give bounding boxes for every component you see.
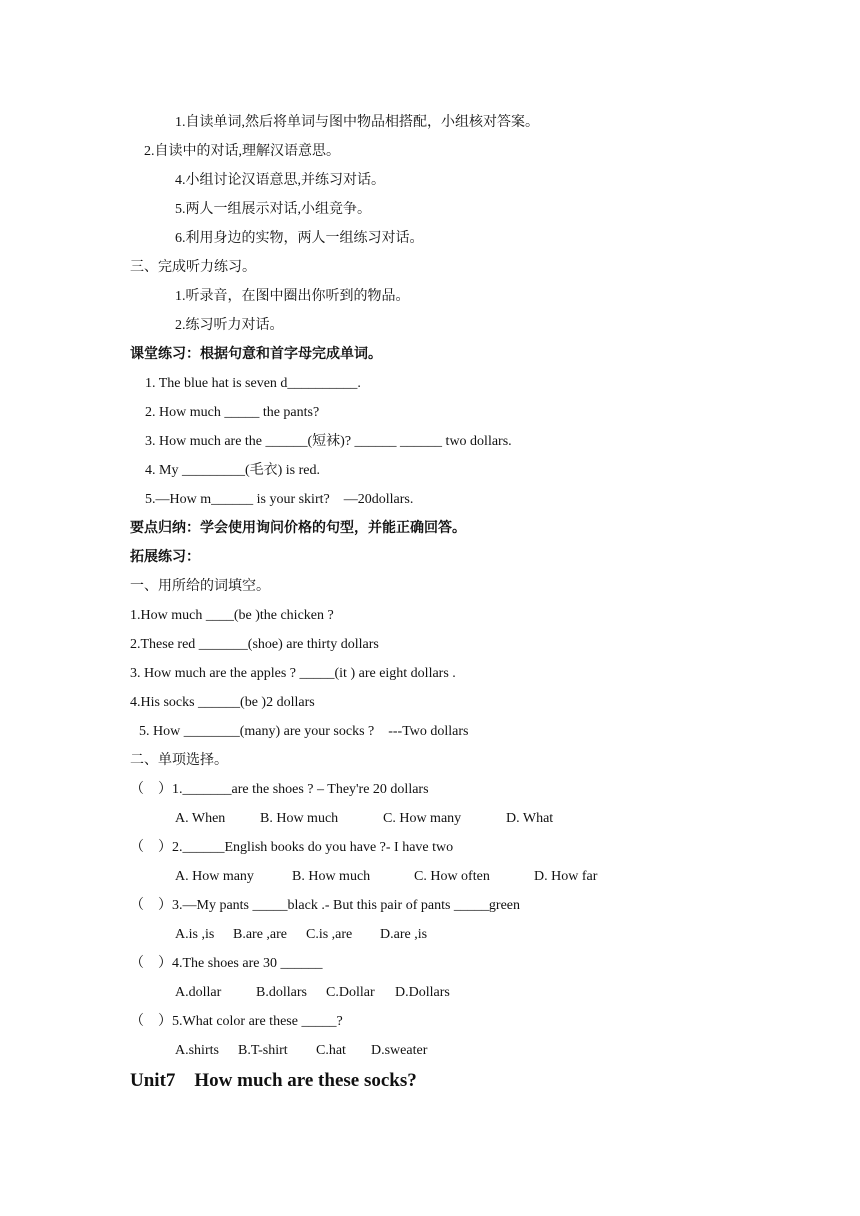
mc-options-1 — [0, 810, 860, 828]
option-b: B.are ,are — [233, 927, 288, 942]
option-b: B. How much — [260, 811, 339, 826]
answer-bracket: （ ） — [130, 840, 172, 855]
option-c: C. How many — [383, 811, 462, 826]
mc-options-3 — [0, 926, 860, 944]
key-points: 要点归纳：学会使用询问价格的句型，并能正确回答。 — [130, 521, 466, 536]
answer-bracket: （ ） — [130, 782, 172, 797]
mc-question-text: 3.—My pants _____black .- But this pair of pants _____green — [172, 898, 521, 913]
fill-blank-item-3: 3. How much are the apples ? _____(it ) are eight dollars . — [130, 666, 456, 681]
listening-item-2: 2.练习听力对话。 — [175, 318, 284, 333]
step-6: 6.利用身边的实物，两人一组练习对话。 — [175, 231, 424, 246]
option-b: B. How much — [292, 869, 371, 884]
class-practice-item-5: 5.—How m______ is your skirt? —20dollars. — [145, 492, 414, 507]
mc-question-text: 4.The shoes are 30 ______ — [172, 956, 323, 971]
class-practice-item-4: 4. My _________(毛衣) is red. — [145, 463, 320, 478]
fill-blank-item-4: 4.His socks ______(be )2 dollars — [130, 695, 315, 710]
unit-title: Unit7 How much are these socks? — [130, 1070, 417, 1091]
option-b: B.dollars — [256, 985, 307, 1000]
mc-question-2 — [130, 839, 453, 857]
mc-question-5 — [130, 1013, 343, 1031]
answer-bracket: （ ） — [130, 1014, 172, 1029]
option-c: C.hat — [316, 1043, 346, 1058]
answer-bracket: （ ） — [130, 898, 172, 913]
class-practice-item-3: 3. How much are the ______(短袜)? ______ ______ two dollars. — [145, 434, 512, 449]
option-a: A. How many — [175, 869, 254, 884]
option-d: D. How far — [534, 869, 598, 884]
option-c: C. How often — [414, 869, 490, 884]
class-practice-item-2: 2. How much _____ the pants? — [145, 405, 320, 420]
fill-blank-item-2: 2.These red _______(shoe) are thirty dollars — [130, 637, 379, 652]
option-d: D.sweater — [371, 1043, 428, 1058]
mc-question-4 — [130, 955, 322, 973]
mc-question-text: 1._______are the shoes ? – They're 20 dollars — [172, 782, 429, 797]
step-5: 5.两人一组展示对话,小组竞争。 — [175, 202, 371, 217]
step-1: 1.自读单词,然后将单词与图中物品相搭配，小组核对答案。 — [175, 115, 539, 130]
option-a: A.shirts — [175, 1043, 219, 1058]
mc-question-text: 5.What color are these _____? — [172, 1014, 343, 1029]
mc-options-5 — [0, 1042, 860, 1060]
option-d: D.are ,is — [380, 927, 428, 942]
option-c: C.Dollar — [326, 985, 375, 1000]
mc-options-4 — [0, 984, 860, 1002]
option-d: D. What — [506, 811, 554, 826]
step-4: 4.小组讨论汉语意思,并练习对话。 — [175, 173, 385, 188]
step-2: 2.自读中的对话,理解汉语意思。 — [144, 144, 340, 159]
mc-question-3 — [130, 897, 520, 915]
answer-bracket: （ ） — [130, 956, 172, 971]
option-b: B.T-shirt — [238, 1043, 288, 1058]
listening-item-1: 1.听录音，在图中圈出你听到的物品。 — [175, 289, 410, 304]
option-c: C.is ,are — [306, 927, 353, 942]
class-practice-item-1: 1. The blue hat is seven d__________. — [145, 376, 361, 391]
option-d: D.Dollars — [395, 985, 450, 1000]
mc-question-text: 2.______English books do you have ?- I have two — [172, 840, 454, 855]
fill-blank-heading: 一、用所给的词填空。 — [130, 579, 270, 594]
option-a: A. When — [175, 811, 226, 826]
multiple-choice-heading: 二、单项选择。 — [130, 753, 228, 768]
option-a: A.dollar — [175, 985, 222, 1000]
fill-blank-item-5: 5. How ________(many) are your socks ? ---Two dollars — [139, 724, 469, 739]
fill-blank-item-1: 1.How much ____(be )the chicken ? — [130, 608, 334, 623]
option-a: A.is ,is — [175, 927, 215, 942]
class-practice-heading: 课堂练习：根据句意和首字母完成单词。 — [130, 347, 382, 362]
extension-heading: 拓展练习： — [130, 550, 200, 565]
mc-options-2 — [0, 868, 860, 886]
listening-heading: 三、完成听力练习。 — [130, 260, 256, 275]
mc-question-1 — [130, 781, 429, 799]
